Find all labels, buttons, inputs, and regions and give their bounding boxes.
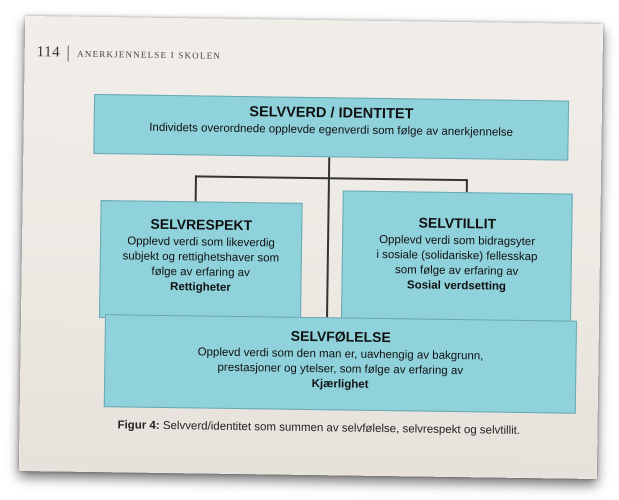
connector-horizontal (195, 175, 467, 180)
box-text-line: Opplevd verdi som den man er, uavhengig av bakgrunn, (197, 346, 484, 363)
caption-text: Selvverd/identitet som summen av selvfølelse, selvrespekt og selvtillit. (159, 419, 521, 437)
caption-label: Figur 4: (117, 419, 160, 432)
box-heading: SELVRESPEKT (150, 215, 253, 234)
connector-vertical-right (466, 179, 468, 193)
box-emphasis: Kjærlighet (311, 378, 369, 391)
box-text-line: følge av erfaring av (151, 265, 250, 280)
box-text-line: Opplevd verdi som bidragsyter (379, 233, 536, 249)
running-head-title: ANERKJENNELSE I SKOLEN (77, 48, 222, 61)
connector-vertical-left (195, 175, 197, 202)
box-heading: SELVFØLELSE (290, 327, 391, 346)
box-text-line: som følge av erfaring av (394, 264, 519, 278)
box-selvverd-identitet (93, 94, 569, 161)
box-emphasis: Sosial verdsetting (406, 279, 507, 293)
box-text-line: Individets overordnede opplevde egenverdi som følge av anerkjennelse (149, 121, 514, 139)
running-head (37, 44, 222, 64)
box-heading: SELVTILLIT (418, 214, 497, 232)
book-page (19, 16, 603, 479)
box-emphasis: Rettigheter (169, 281, 231, 294)
figure-caption (117, 419, 520, 437)
box-text-line: subjekt og rettighetshaver som (122, 250, 280, 265)
connector-vertical-main (326, 157, 330, 322)
running-head-divider (68, 45, 69, 61)
box-selvtillit (341, 190, 573, 325)
box-selvrespekt (99, 200, 303, 321)
box-text-line: i sosiale (solidariske) fellesskap (376, 248, 538, 264)
box-text-line: prestasjoner og ytelser, som følge av erfaring av (217, 361, 464, 378)
page-number: 114 (36, 44, 61, 61)
box-heading: SELVVERD / IDENTITET (249, 104, 414, 123)
box-text-line: Opplevd verdi som likeverdig (127, 235, 275, 250)
box-selvfolelse (104, 314, 577, 414)
